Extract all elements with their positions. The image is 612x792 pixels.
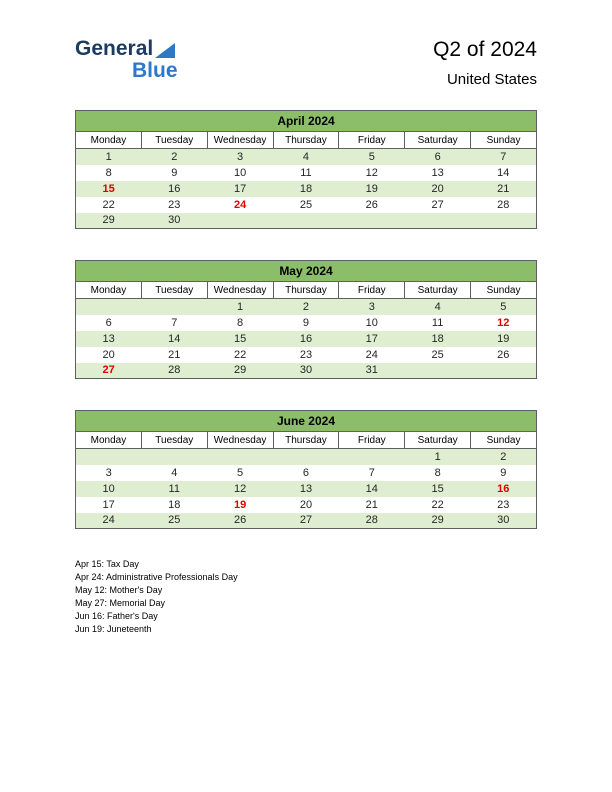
- empty-cell: [273, 449, 339, 465]
- weekday-header: Tuesday: [141, 432, 207, 449]
- empty-cell: [207, 213, 273, 229]
- day-cell: 22: [233, 348, 247, 361]
- logo-line-general: [75, 38, 178, 59]
- week-row: [76, 449, 537, 465]
- week-row: [76, 513, 537, 529]
- week-row: [76, 363, 537, 379]
- day-cell: 16: [273, 331, 339, 347]
- day-cell: 25: [299, 198, 313, 211]
- day-cell: 5: [339, 149, 405, 165]
- day-cell: 25: [141, 513, 207, 529]
- holiday-day-cell: 19: [233, 498, 247, 511]
- weekday-header: Saturday: [405, 432, 471, 449]
- day-cell: 6: [302, 466, 310, 479]
- holiday-note: Apr 24: Administrative Professionals Day: [75, 572, 238, 582]
- day-cell: 6: [105, 316, 112, 329]
- empty-cell: [471, 213, 537, 229]
- day-cell: 31: [339, 363, 405, 379]
- day-cell: 7: [171, 316, 178, 329]
- month-calendar: [75, 260, 537, 379]
- empty-cell: [471, 363, 537, 379]
- day-cell: 25: [431, 348, 444, 361]
- logo-text-general: General: [75, 37, 154, 60]
- general-blue-logo: [75, 38, 178, 81]
- day-cell: 7: [471, 149, 537, 165]
- day-cell: 30: [141, 213, 207, 229]
- day-cell: 16: [141, 181, 207, 197]
- day-cell: 12: [365, 166, 378, 179]
- logo-triangle-icon: [155, 43, 175, 58]
- week-row: [76, 165, 537, 181]
- weekday-header: Monday: [76, 432, 142, 449]
- weekday-row: [76, 282, 537, 299]
- weekday-header: Wednesday: [207, 282, 273, 299]
- holiday-day-cell: 16: [471, 481, 537, 497]
- week-row: [76, 213, 537, 229]
- page-header: [0, 0, 612, 88]
- day-cell: 21: [168, 348, 181, 361]
- month-calendar: [75, 110, 537, 229]
- day-cell: 4: [273, 149, 339, 165]
- month-title: May 2024: [76, 261, 537, 282]
- weekday-row: [76, 132, 537, 149]
- day-cell: 18: [273, 181, 339, 197]
- day-cell: 8: [105, 166, 112, 179]
- day-cell: 4: [405, 299, 471, 315]
- day-cell: 26: [365, 198, 378, 211]
- day-cell: 1: [76, 149, 142, 165]
- day-cell: 17: [102, 498, 115, 511]
- month-title-row: [76, 411, 537, 432]
- empty-cell: [76, 449, 142, 465]
- empty-cell: [273, 213, 339, 229]
- week-row: [76, 149, 537, 165]
- weekday-header: Tuesday: [141, 132, 207, 149]
- day-cell: 13: [431, 166, 444, 179]
- holiday-day-cell: 27: [76, 363, 142, 379]
- title-block: [433, 38, 537, 88]
- day-cell: 19: [471, 331, 537, 347]
- week-row: [76, 315, 537, 331]
- empty-cell: [141, 299, 207, 315]
- weekday-row: [76, 432, 537, 449]
- day-cell: 20: [405, 181, 471, 197]
- weekday-header: Friday: [339, 132, 405, 149]
- weekday-header: Wednesday: [207, 132, 273, 149]
- day-cell: 15: [405, 481, 471, 497]
- day-cell: 27: [273, 513, 339, 529]
- day-cell: 23: [497, 498, 510, 511]
- day-cell: 10: [233, 166, 247, 179]
- months-container: [0, 110, 612, 529]
- weekday-header: Thursday: [273, 282, 339, 299]
- day-cell: 3: [339, 299, 405, 315]
- day-cell: 24: [76, 513, 142, 529]
- month-title: April 2024: [76, 111, 537, 132]
- day-cell: 24: [365, 348, 378, 361]
- day-cell: 22: [431, 498, 444, 511]
- day-cell: 27: [431, 198, 444, 211]
- day-cell: 28: [497, 198, 510, 211]
- holiday-note: Jun 16: Father's Day: [75, 611, 158, 621]
- holiday-day-cell: 15: [76, 181, 142, 197]
- day-cell: 29: [405, 513, 471, 529]
- weekday-header: Monday: [76, 132, 142, 149]
- week-row: [76, 481, 537, 497]
- day-cell: 6: [405, 149, 471, 165]
- empty-cell: [339, 449, 405, 465]
- week-row: [76, 465, 537, 481]
- day-cell: 15: [207, 331, 273, 347]
- weekday-header: Friday: [339, 282, 405, 299]
- holiday-note: May 12: Mother's Day: [75, 585, 163, 595]
- weekday-header: Saturday: [405, 282, 471, 299]
- day-cell: 4: [171, 466, 178, 479]
- day-cell: 11: [141, 481, 207, 497]
- country-subtitle: United States: [446, 71, 537, 88]
- week-row: [76, 181, 537, 197]
- day-cell: 26: [497, 348, 510, 361]
- week-row: [76, 497, 537, 513]
- holiday-note: May 27: Memorial Day: [75, 598, 166, 608]
- day-cell: 14: [497, 166, 510, 179]
- day-cell: 11: [431, 316, 444, 329]
- day-cell: 2: [141, 149, 207, 165]
- day-cell: 18: [405, 331, 471, 347]
- day-cell: 13: [76, 331, 142, 347]
- day-cell: 19: [339, 181, 405, 197]
- empty-cell: [339, 213, 405, 229]
- day-cell: 29: [76, 213, 142, 229]
- day-cell: 28: [339, 513, 405, 529]
- day-cell: 23: [168, 198, 181, 211]
- weekday-header: Thursday: [273, 432, 339, 449]
- day-cell: 21: [471, 181, 537, 197]
- day-cell: 7: [368, 466, 375, 479]
- empty-cell: [405, 363, 471, 379]
- day-cell: 10: [365, 316, 378, 329]
- day-cell: 9: [500, 466, 507, 479]
- day-cell: 17: [339, 331, 405, 347]
- holiday-note: Jun 19: Juneteenth: [75, 624, 152, 634]
- quarter-title: Q2 of 2024: [433, 38, 537, 61]
- day-cell: 12: [207, 481, 273, 497]
- logo-text-blue: Blue: [132, 59, 178, 82]
- day-cell: 29: [207, 363, 273, 379]
- month-title: June 2024: [76, 411, 537, 432]
- month-title-row: [76, 261, 537, 282]
- empty-cell: [141, 449, 207, 465]
- day-cell: 14: [339, 481, 405, 497]
- day-cell: 22: [102, 198, 115, 211]
- day-cell: 13: [273, 481, 339, 497]
- day-cell: 21: [365, 498, 378, 511]
- holiday-notes: [0, 560, 612, 634]
- day-cell: 3: [105, 466, 112, 479]
- day-cell: 18: [168, 498, 181, 511]
- empty-cell: [405, 213, 471, 229]
- day-cell: 30: [273, 363, 339, 379]
- day-cell: 10: [76, 481, 142, 497]
- day-cell: 14: [141, 331, 207, 347]
- day-cell: 8: [237, 316, 244, 329]
- week-row: [76, 197, 537, 213]
- week-row: [76, 331, 537, 347]
- holiday-day-cell: 24: [233, 198, 247, 211]
- weekday-header: Saturday: [405, 132, 471, 149]
- day-cell: 30: [471, 513, 537, 529]
- weekday-header: Wednesday: [207, 432, 273, 449]
- day-cell: 3: [207, 149, 273, 165]
- empty-cell: [76, 299, 142, 315]
- weekday-header: Friday: [339, 432, 405, 449]
- day-cell: 5: [471, 299, 537, 315]
- weekday-header: Tuesday: [141, 282, 207, 299]
- day-cell: 9: [171, 166, 178, 179]
- day-cell: 28: [141, 363, 207, 379]
- weekday-header: Sunday: [471, 132, 537, 149]
- day-cell: 26: [207, 513, 273, 529]
- day-cell: 11: [300, 166, 312, 179]
- day-cell: 2: [471, 449, 537, 465]
- weekday-header: Sunday: [471, 282, 537, 299]
- day-cell: 20: [299, 498, 313, 511]
- week-row: [76, 347, 537, 363]
- holiday-day-cell: 12: [497, 316, 510, 329]
- day-cell: 1: [405, 449, 471, 465]
- weekday-header: Sunday: [471, 432, 537, 449]
- week-row: [76, 299, 537, 315]
- month-title-row: [76, 111, 537, 132]
- weekday-header: Monday: [76, 282, 142, 299]
- weekday-header: Thursday: [273, 132, 339, 149]
- day-cell: 23: [299, 348, 313, 361]
- day-cell: 2: [273, 299, 339, 315]
- day-cell: 17: [207, 181, 273, 197]
- empty-cell: [207, 449, 273, 465]
- day-cell: 1: [207, 299, 273, 315]
- day-cell: 20: [102, 348, 115, 361]
- day-cell: 8: [434, 466, 441, 479]
- day-cell: 5: [237, 466, 244, 479]
- month-calendar: [75, 410, 537, 529]
- holiday-note: Apr 15: Tax Day: [75, 559, 139, 569]
- day-cell: 9: [302, 316, 310, 329]
